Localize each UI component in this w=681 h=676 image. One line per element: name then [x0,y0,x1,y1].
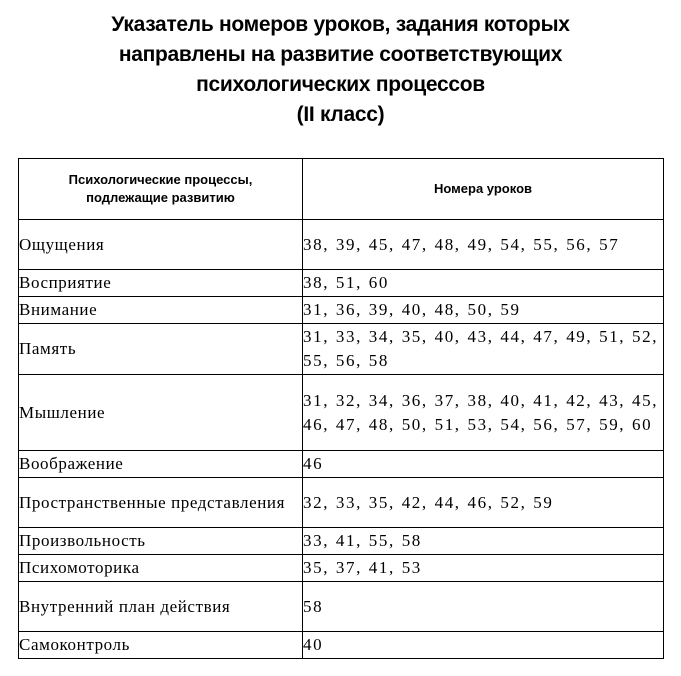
header-lessons: Номера уроков [303,159,664,220]
title-line: Указатель номеров уроков, задания которых [111,13,570,36]
process-cell: Воображение [19,451,303,478]
table-row [19,375,664,451]
process-cell: Восприятие [19,270,303,297]
table-row [19,555,664,582]
lessons-cell: 31, 36, 39, 40, 48, 50, 59 [303,297,664,324]
process-cell: Ощущения [19,220,303,270]
lessons-cell: 38, 51, 60 [303,270,664,297]
table-row [19,582,664,632]
lessons-cell: 32, 33, 35, 42, 44, 46, 52, 59 [303,478,664,528]
table-row [19,220,664,270]
process-cell: Пространственные представления [19,478,303,528]
header-process [19,159,303,220]
process-cell: Внимание [19,297,303,324]
process-cell: Произвольность [19,528,303,555]
table-row [19,478,664,528]
process-cell: Мышление [19,375,303,451]
lessons-cell: 35, 37, 41, 53 [303,555,664,582]
document-title [0,10,681,130]
header-process-line: подлежащие развитию [86,190,235,205]
table-row [19,297,664,324]
title-line: (II класс) [296,103,385,126]
lessons-cell: 40 [303,632,664,659]
table-row [19,632,664,659]
table-row [19,324,664,375]
header-process-line: Психологические процессы, [68,172,253,187]
process-cell: Психомоторика [19,555,303,582]
lessons-cell: 33, 41, 55, 58 [303,528,664,555]
lessons-index-table [18,158,664,659]
lessons-cell: 58 [303,582,664,632]
table-row [19,451,664,478]
process-cell: Самоконтроль [19,632,303,659]
title-line: психологических процессов [196,73,485,96]
title-line: направлены на развитие соответствующих [118,43,563,66]
lessons-cell: 38, 39, 45, 47, 48, 49, 54, 55, 56, 57 [303,220,664,270]
table-row [19,270,664,297]
process-cell: Память [19,324,303,375]
table-header-row [19,159,664,220]
table-row [19,528,664,555]
lessons-cell: 31, 33, 34, 35, 40, 43, 44, 47, 49, 51, 52, 55, 56, 58 [303,324,664,375]
lessons-cell: 31, 32, 34, 36, 37, 38, 40, 41, 42, 43, 45, 46, 47, 48, 50, 51, 53, 54, 56, 57, 59, 60 [303,375,664,451]
process-cell: Внутренний план действия [19,582,303,632]
lessons-cell: 46 [303,451,664,478]
